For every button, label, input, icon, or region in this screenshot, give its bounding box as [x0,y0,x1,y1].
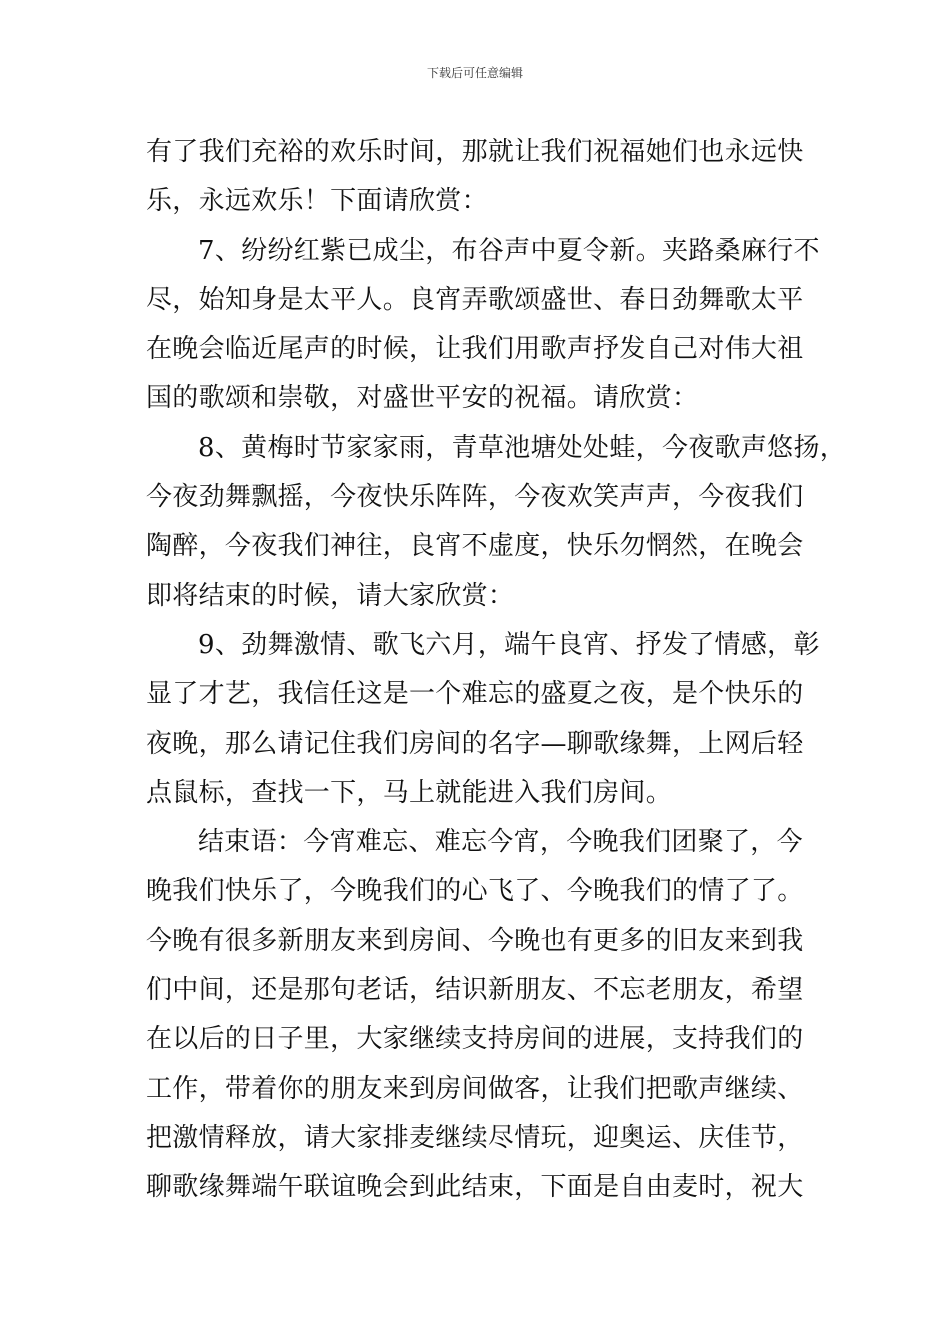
text-line: 把激情释放，请大家排麦继续尽情玩，迎奥运、庆佳节， [146,1122,804,1153]
text-line: 在以后的日子里，大家继续支持房间的进展，支持我们的 [146,1024,804,1055]
text-line: 陶醉，今夜我们神往，良宵不虚度，快乐勿惘然，在晚会 [146,531,804,562]
text-line: 9、劲舞激情、歌飞六月，端午良宵、抒发了情感，彰 [198,629,820,660]
text-line: 结束语：今宵难忘、难忘今宵，今晚我们团聚了，今 [198,827,803,858]
text-line: 乐，永远欢乐！下面请欣赏： [146,186,488,217]
text-line: 显了才艺，我信任这是一个难忘的盛夏之夜，是个快乐的 [146,679,804,710]
text-line: 点鼠标，查找一下，马上就能进入我们房间。 [146,777,673,808]
text-line: 今夜劲舞飘摇，今夜快乐阵阵，今夜欢笑声声，今夜我们 [146,482,804,513]
text-line: 尽，始知身是太平人。良宵弄歌颂盛世、春日劲舞歌太平 [146,284,804,315]
text-line: 们中间，还是那句老话，结识新朋友、不忘老朋友，希望 [146,975,804,1006]
document-body [146,128,847,1213]
text-line: 8、黄梅时节家家雨，青草池塘处处蛙，今夜歌声悠扬， [198,432,847,463]
text-line: 即将结束的时候，请大家欣赏： [146,580,515,611]
text-line: 聊歌缘舞端午联谊晚会到此结束，下面是自由麦时，祝大 [146,1172,804,1203]
text-line: 夜晚，那么请记住我们房间的名字—聊歌缘舞，上网后轻 [146,728,804,759]
text-line: 工作，带着你的朋友来到房间做客，让我们把歌声继续、 [146,1073,804,1104]
text-line: 国的歌颂和崇敬，对盛世平安的祝福。请欣赏： [146,383,699,414]
text-line: 7、纷纷红紫已成尘，布谷声中夏令新。夹路桑麻行不 [198,235,820,266]
text-line: 有了我们充裕的欢乐时间，那就让我们祝福她们也永远快 [146,137,804,167]
page-header-note: 下载后可任意编辑 [426,66,523,80]
text-line: 在晚会临近尾声的时候，让我们用歌声抒发自己对伟大祖 [146,334,804,365]
text-line: 今晚有很多新朋友来到房间、今晚也有更多的旧友来到我 [146,925,804,956]
text-line: 晚我们快乐了，今晚我们的心飞了、今晚我们的情了了。 [146,876,804,907]
